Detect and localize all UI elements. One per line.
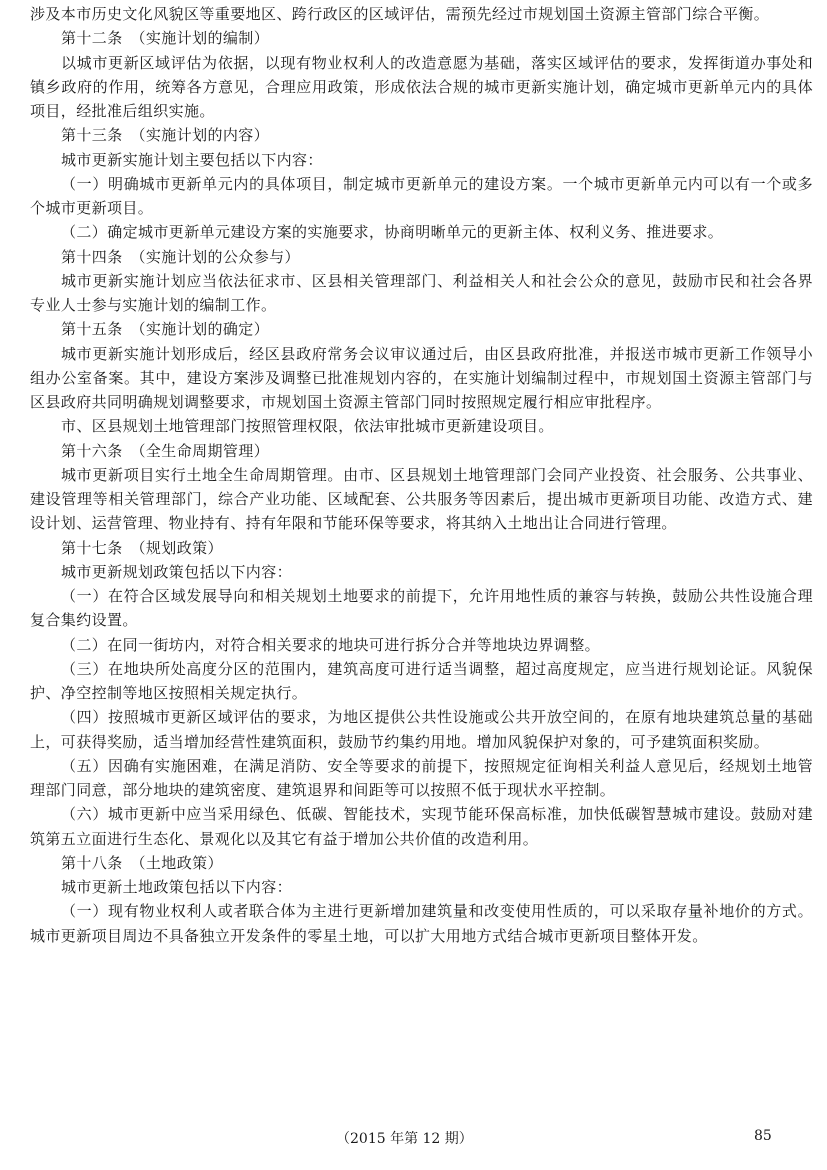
- paragraph: （五）因确有实施困难，在满足消防、安全等要求的前提下，按照规定征询相关利益人意见后，经规划土地管理部门同意，部分地块的建筑密度、建筑退界和间距等可以按照不低于现状水平控制。: [30, 756, 813, 799]
- paragraph: 以城市更新区域评估为依据，以现有物业权利人的改造意愿为基础，落实区域评估的要求，发挥街道办事处和镇乡政府的作用，统筹各方意见，合理应用政策，形成依法合规的城市更新实施计划，确定城市更新单元内的具体项目，经批准后组织实施。: [30, 53, 813, 120]
- paragraph: （一）明确城市更新单元内的具体项目，制定城市更新单元的建设方案。一个城市更新单元内可以有一个或多个城市更新项目。: [30, 174, 813, 217]
- paragraph-list: [30, 2, 813, 948]
- page-number: 85: [754, 1128, 772, 1144]
- article-heading: 第十七条 （规划政策）: [61, 538, 223, 557]
- paragraph: 城市更新项目实行土地全生命周期管理。由市、区县规划土地管理部门会同产业投资、社会服务、公共事业、建设管理等相关管理部门，综合产业功能、区域配套、公共服务等因素后，提出城市更新项目功能、改造方式、建设计划、运营管理、物业持有、持有年限和节能环保等要求，将其纳入土地出让合同进行管理。: [30, 465, 813, 533]
- article-heading: 第十八条 （土地政策）: [61, 853, 223, 872]
- paragraph: （六）城市更新中应当采用绿色、低碳、智能技术，实现节能环保高标准，加快低碳智慧城市建设。鼓励对建筑第五立面进行生态化、景观化以及其它有益于增加公共价值的改造利用。: [30, 805, 813, 848]
- paragraph: 城市更新实施计划主要包括以下内容：: [61, 150, 323, 169]
- article-heading: 第十四条 （实施计划的公众参与）: [61, 247, 300, 266]
- article-heading: 第十五条 （实施计划的确定）: [61, 320, 270, 339]
- paragraph: 城市更新土地政策包括以下内容：: [61, 878, 293, 896]
- article-heading: 第十三条 （实施计划的内容）: [61, 126, 270, 145]
- paragraph: （二）在同一街坊内，对符合相关要求的地块可进行拆分合并等地块边界调整。: [61, 635, 601, 654]
- paragraph: 涉及本市历史文化风貌区等重要地区、跨行政区的区域评估，需预先经过市规划国土资源主管部门综合平衡。: [30, 5, 770, 23]
- article-heading: 第十六条 （全生命周期管理）: [61, 441, 270, 460]
- paragraph: （四）按照城市更新区域评估的要求，为地区提供公共性设施或公共开放空间的，在原有地块建筑总量的基础上，可获得奖励，适当增加经营性建筑面积，鼓励节约集约用地。增加风貌保护对象的，可予建筑面积奖励。: [30, 708, 813, 751]
- article-heading: 第十二条 （实施计划的编制）: [61, 29, 270, 48]
- document-body: [30, 2, 813, 948]
- page-footer: [0, 1128, 827, 1150]
- paragraph: （三）在地块所处高度分区的范围内，建筑高度可进行适当调整，超过高度规定，应当进行规划论证。风貌保护、净空控制等地区按照相关规定执行。: [30, 659, 813, 702]
- paragraph: 城市更新规划政策包括以下内容：: [61, 562, 293, 581]
- paragraph: （二）确定城市更新单元建设方案的实施要求，协商明晰单元的更新主体、权利义务、推进要求。: [61, 223, 724, 242]
- paragraph: （一）现有物业权利人或者联合体为主进行更新增加建筑量和改变使用性质的，可以采取存量补地价的方式。城市更新项目周边不具备独立开发条件的零星土地，可以扩大用地方式结合城市更新项目整体开发。: [30, 902, 813, 945]
- paragraph: 城市更新实施计划形成后，经区县政府常务会议审议通过后，由区县政府批准，并报送市城市更新工作领导小组办公室备案。其中，建设方案涉及调整已批准规划内容的，在实施计划编制过程中，市规划国土资源主管部门与区县政府共同明确规划调整要求，市规划国土资源主管部门同时按照规定履行相应审批程序。: [30, 344, 813, 411]
- paragraph: （一）在符合区域发展导向和相关规划土地要求的前提下，允许用地性质的兼容与转换，鼓励公共性设施合理复合集约设置。: [30, 587, 813, 630]
- paragraph: 市、区县规划土地管理部门按照管理权限，依法审批城市更新建设项目。: [61, 417, 554, 436]
- issue-label: （2015 年第 12 期）: [336, 1131, 473, 1147]
- paragraph: 城市更新实施计划应当依法征求市、区县相关管理部门、利益相关人和社会公众的意见，鼓励市民和社会各界专业人士参与实施计划的编制工作。: [30, 271, 813, 314]
